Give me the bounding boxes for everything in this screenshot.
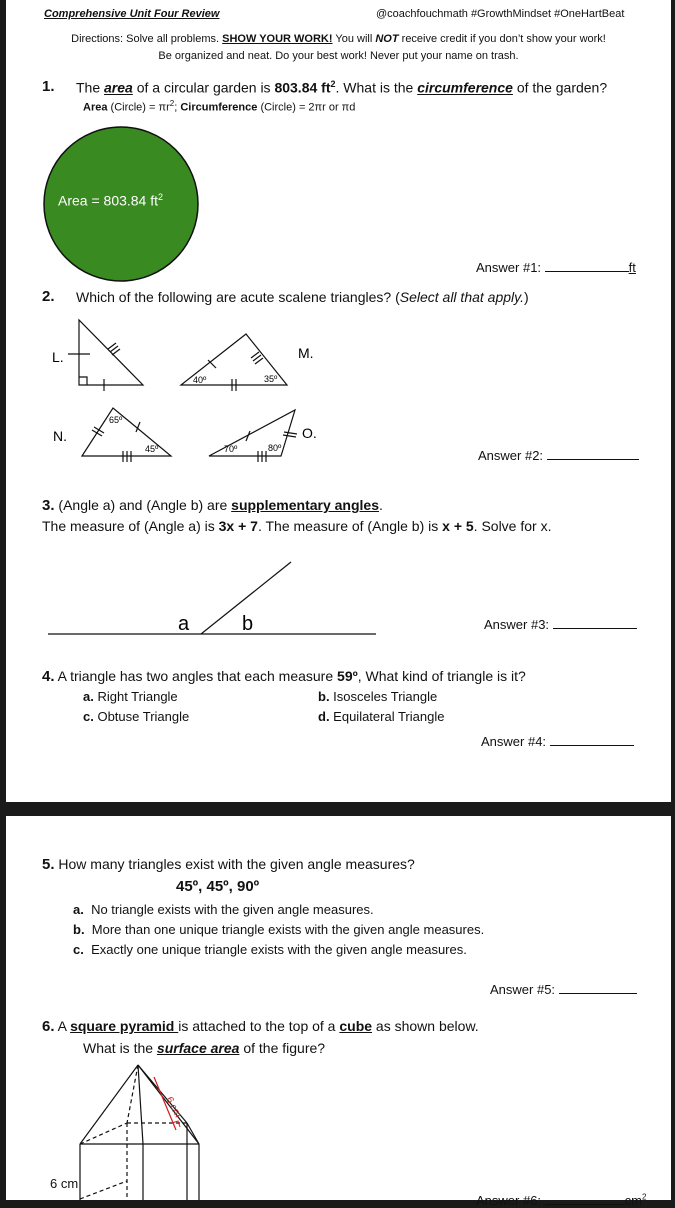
pyramid-on-cube-figure [66, 1061, 266, 1200]
worksheet-title: Comprehensive Unit Four Review [44, 8, 220, 20]
label-o: O. [302, 425, 317, 441]
option-4b: b. Isosceles Triangle [318, 689, 438, 704]
author-handles: @coachfouchmath #GrowthMindset #OneHartBeat [376, 8, 625, 20]
answer-5-row: Answer #5: [490, 981, 637, 997]
label-l: L. [52, 349, 64, 365]
angle-a-label: a [178, 613, 190, 635]
question-3-expressions: The measure of (Angle a) is 3x + 7. The measure of (Angle b) is x + 5. Solve for x. [42, 518, 552, 534]
answer-3-row: Answer #3: [484, 616, 637, 632]
answer-4-row: Answer #4: [481, 733, 634, 749]
triangle-options-figure [6, 310, 336, 470]
option-5c: c. Exactly one unique triangle exists with the given angle measures. [73, 942, 467, 957]
question-4-text: 4. A triangle has two angles that each measure 59º, What kind of triangle is it? [42, 668, 526, 685]
angle-m-35: 35º [264, 374, 278, 384]
question-6-prompt: What is the surface area of the figure? [83, 1040, 326, 1056]
question-5-text: 5. How many triangles exist with the given angle measures? [42, 856, 415, 873]
answer-6-blank[interactable] [545, 1192, 625, 1205]
angle-b-label: b [242, 613, 254, 635]
answer-2-row: Answer #2: [478, 447, 639, 463]
triangle-l [79, 320, 143, 385]
answer-1-row: Answer #1: ft [476, 260, 636, 275]
answer-1-blank[interactable] [545, 259, 629, 272]
worksheet-page-1 [6, 0, 671, 802]
option-5b: b. More than one unique triangle exists with the given angle measures. [73, 922, 485, 937]
label-m: M. [298, 345, 314, 361]
question-1-text: The area of a circular garden is 803.84 $ft^2$. What is the circumference of the garden? [76, 79, 608, 96]
angle-m-40: 40º [193, 375, 207, 385]
angle-o-80: 80º [268, 443, 282, 453]
directions-line-1: Directions: Solve all problems. SHOW YOUR WORK! You will NOT receive credit if you don’t show your work! [71, 33, 606, 45]
question-6-text: 6. A square pyramid is attached to the top of a cube as shown below. [42, 1018, 479, 1035]
directions-line-2: Be organized and neat. Do your best work! Never put your name on trash. [158, 50, 519, 62]
question-2-text: Which of the following are acute scalene triangles? (Select all that apply.) [76, 289, 529, 305]
option-4d: d. Equilateral Triangle [318, 709, 445, 724]
question-2-number: 2. [42, 288, 55, 305]
supplementary-angles-figure [46, 556, 386, 638]
garden-circle-label: Area = 803.84 $ft^2$ [58, 192, 164, 209]
question-1-number: 1. [42, 78, 55, 95]
answer-5-blank[interactable] [559, 981, 637, 994]
answer-6-row: Answer #6: $cm^2$ [476, 1192, 647, 1208]
triangle-o [209, 410, 295, 456]
angle-o-70: 70º [224, 444, 238, 454]
cube-side-label: 6 cm [50, 1176, 79, 1191]
show-work-emphasis: SHOW YOUR WORK! [222, 33, 333, 45]
question-1-formulas: Area (Circle) = $\pi r^2$; Circumference (Circle) = 2πr or πd [83, 99, 356, 114]
label-n: N. [53, 428, 67, 444]
option-4c: c. Obtuse Triangle [83, 709, 190, 724]
question-3-text: 3. (Angle a) and (Angle b) are supplementary angles. [42, 497, 383, 514]
angle-n-45: 45º [145, 444, 159, 454]
answer-4-blank[interactable] [550, 733, 634, 746]
answer-2-blank[interactable] [547, 447, 639, 460]
angle-n-65: 65º [109, 415, 123, 425]
slant-height-label: 6 cm [163, 1095, 184, 1120]
answer-3-blank[interactable] [553, 616, 637, 629]
option-5a: a. No triangle exists with the given angle measures. [73, 902, 374, 917]
option-4a: a. Right Triangle [83, 689, 178, 704]
question-5-angles: 45º, 45º, 90º [176, 878, 260, 895]
worksheet-page-2 [6, 816, 671, 1208]
